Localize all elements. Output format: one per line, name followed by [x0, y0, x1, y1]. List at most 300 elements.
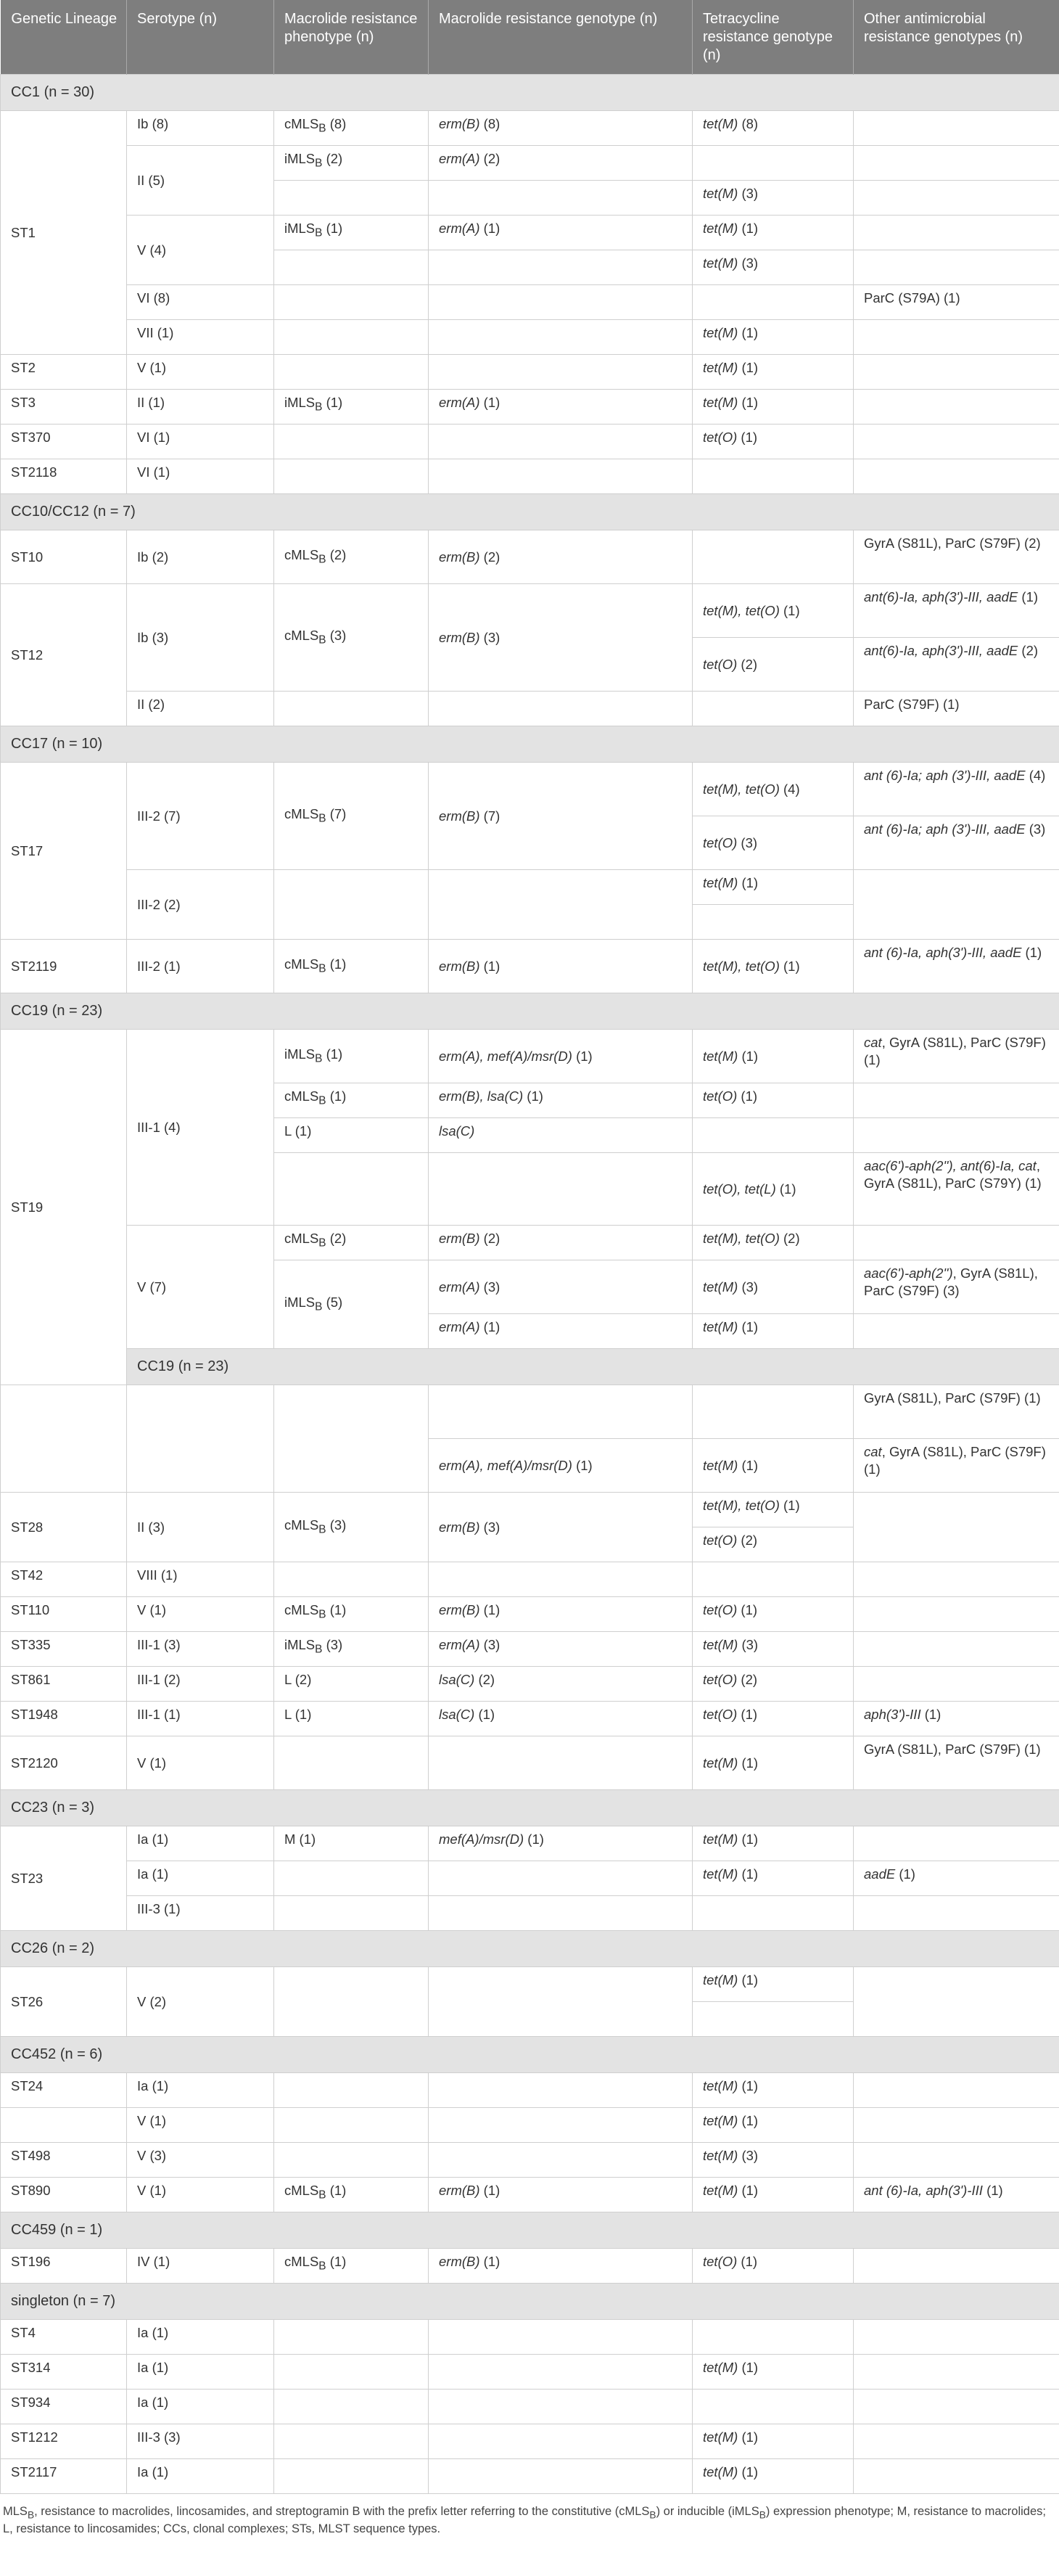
macrolide-genotype-cell	[429, 1895, 693, 1930]
count-text: (1)	[737, 1706, 758, 1722]
count-text: (1)	[326, 2253, 347, 2269]
count-text: (1)	[523, 1088, 543, 1104]
table-row	[1, 2319, 1059, 2354]
other-genotype-cell: ParC (S79A) (1)	[854, 284, 1059, 319]
gene-text: tet(M)	[703, 255, 738, 271]
count-text: (3)	[738, 1279, 759, 1295]
tetracycline-genotype-cell	[693, 145, 854, 180]
gene-text: tet(M)	[703, 220, 738, 236]
count-text: (1)	[738, 394, 759, 410]
gene-text: ant(6)-Ia, aph(3')-III, aadE	[864, 588, 1018, 604]
table-row	[1, 1861, 1059, 1895]
other-genotype-cell	[854, 816, 1059, 869]
st-cell: ST26	[1, 1966, 127, 2036]
gene-text: tet(O)	[703, 1706, 738, 1722]
count-text: (1)	[322, 1046, 343, 1062]
phenotype-cell	[274, 1029, 429, 1083]
serotype-cell: Ia (1)	[127, 1826, 274, 1861]
serotype-cell: VI (1)	[127, 459, 274, 493]
count-text: (1)	[474, 1706, 495, 1722]
phenotype-cell	[274, 2248, 429, 2283]
tetracycline-genotype-cell	[693, 1596, 854, 1631]
macrolide-genotype-cell	[429, 145, 693, 180]
count-text: (2)	[479, 549, 500, 565]
tetracycline-genotype-cell	[693, 691, 854, 726]
tetracycline-genotype-cell	[693, 1826, 854, 1861]
macrolide-genotype-cell	[429, 2142, 693, 2177]
subscript: B	[318, 1094, 326, 1107]
phenotype-cell	[274, 2389, 429, 2424]
st-cell: ST861	[1, 1666, 127, 1701]
phenotype-text: iMLS	[284, 1636, 316, 1652]
gene-text: erm(B)	[439, 2182, 480, 2198]
count-text: (2)	[322, 150, 343, 166]
other-genotype-cell	[854, 637, 1059, 691]
serotype-cell: Ia (1)	[127, 2072, 274, 2107]
serotype-cell: V (1)	[127, 1596, 274, 1631]
group-row	[1, 2212, 1059, 2248]
other-genotype-cell	[854, 424, 1059, 459]
phenotype-cell	[274, 424, 429, 459]
phenotype-cell	[274, 583, 429, 691]
tetracycline-genotype-cell	[693, 762, 854, 816]
st-cell: ST4	[1, 2319, 127, 2354]
st-cell: ST110	[1, 1596, 127, 1631]
phenotype-cell	[274, 2142, 429, 2177]
other-genotype-cell	[854, 2177, 1059, 2212]
phenotype-text: cMLS	[284, 1088, 319, 1104]
group-label: CC452 (n = 6)	[1, 2036, 1059, 2072]
phenotype-cell: L (2)	[274, 1666, 429, 1701]
count-text: , GyrA (S81L), ParC (S79F) (3)	[864, 1265, 1038, 1298]
subscript: B	[759, 2509, 766, 2520]
table-row	[1, 459, 1059, 493]
serotype-cell	[127, 1385, 274, 1492]
phenotype-cell	[274, 1861, 429, 1895]
macrolide-genotype-cell	[429, 530, 693, 583]
phenotype-text: iMLS	[284, 1046, 316, 1062]
macrolide-genotype-cell	[429, 319, 693, 354]
macrolide-genotype-cell	[429, 1562, 693, 1596]
macrolide-genotype-cell	[429, 1260, 693, 1313]
serotype-cell: VIII (1)	[127, 1562, 274, 1596]
phenotype-cell: L (1)	[274, 1117, 429, 1152]
gene-text: erm(A)	[439, 220, 480, 236]
st-cell: ST1948	[1, 1701, 127, 1736]
header-phenotype: Macrolide resistance phenotype (n)	[274, 0, 429, 74]
other-genotype-cell	[854, 2142, 1059, 2177]
phenotype-text: cMLS	[284, 115, 319, 131]
serotype-cell: Ib (2)	[127, 530, 274, 583]
phenotype-text: cMLS	[284, 2182, 319, 2198]
table-header	[1, 0, 1059, 74]
phenotype-text: cMLS	[284, 1517, 319, 1533]
footnote-text: MLS	[3, 2504, 28, 2518]
count-text: (1)	[326, 1088, 347, 1104]
gene-text: tet(M)	[703, 1048, 738, 1064]
other-genotype-cell	[854, 1826, 1059, 1861]
macrolide-genotype-cell	[429, 1596, 693, 1631]
count-text: (1)	[326, 1601, 347, 1617]
gene-text: tet(O)	[703, 1671, 738, 1687]
group-label: CC459 (n = 1)	[1, 2212, 1059, 2248]
phenotype-cell	[274, 2072, 429, 2107]
macrolide-genotype-cell	[429, 110, 693, 145]
gene-text: cat	[864, 1443, 882, 1459]
table-row	[1, 319, 1059, 354]
gene-text: erm(B)	[439, 1519, 480, 1535]
serotype-cell: III-3 (1)	[127, 1895, 274, 1930]
phenotype-cell	[274, 2458, 429, 2493]
group-label: CC17 (n = 10)	[1, 726, 1059, 762]
macrolide-genotype-cell	[429, 1861, 693, 1895]
phenotype-text: iMLS	[284, 150, 316, 166]
serotype-cell: Ib (8)	[127, 110, 274, 145]
count-text: (1)	[738, 1457, 759, 1473]
st-cell: ST196	[1, 2248, 127, 2283]
phenotype-cell	[274, 2354, 429, 2389]
gene-text: lsa(C)	[439, 1706, 475, 1722]
macrolide-genotype-cell	[429, 1666, 693, 1701]
st-cell: ST934	[1, 2389, 127, 2424]
macrolide-genotype-cell	[429, 2107, 693, 2142]
count-text: (3)	[326, 628, 347, 644]
gene-text: tet(M), tet(O)	[703, 1497, 780, 1513]
gene-text: erm(B)	[439, 549, 480, 565]
count-text: (1)	[737, 429, 758, 445]
phenotype-cell	[274, 250, 429, 284]
macrolide-genotype-cell	[429, 583, 693, 691]
serotype-cell: IV (1)	[127, 2248, 274, 2283]
macrolide-genotype-cell	[429, 1313, 693, 1348]
count-text: (2)	[737, 656, 758, 672]
serotype-cell: Ib (3)	[127, 583, 274, 691]
count-text: (3)	[1025, 821, 1046, 837]
count-text: (3)	[479, 1279, 500, 1295]
other-genotype-cell	[854, 1895, 1059, 1930]
subscript: B	[315, 1300, 323, 1313]
count-text: (1)	[322, 394, 343, 410]
other-genotype-cell	[854, 250, 1059, 284]
st-cell: ST498	[1, 2142, 127, 2177]
serotype-cell: VII (1)	[127, 319, 274, 354]
gene-text: ant(6)-Ia, aph(3')-III, aadE	[864, 642, 1018, 658]
macrolide-genotype-cell	[429, 2389, 693, 2424]
subscript: B	[315, 1052, 323, 1065]
gene-text: tet(M)	[703, 1831, 738, 1847]
st-cell: ST3	[1, 389, 127, 424]
phenotype-cell: M (1)	[274, 1826, 429, 1861]
table-row	[1, 1666, 1059, 1701]
table-row	[1, 1029, 1059, 1083]
other-genotype-cell	[854, 110, 1059, 145]
macrolide-genotype-cell	[429, 2248, 693, 2283]
count-text: (3)	[479, 1519, 500, 1535]
other-genotype-cell	[854, 2458, 1059, 2493]
count-text: (1)	[479, 958, 500, 974]
other-genotype-cell	[854, 1225, 1059, 1260]
st-cell: ST23	[1, 1826, 127, 1930]
tetracycline-genotype-cell	[693, 1527, 854, 1562]
macrolide-genotype-cell	[429, 1438, 693, 1492]
gene-text: erm(A)	[439, 1636, 480, 1652]
tetracycline-genotype-cell	[693, 1385, 854, 1438]
phenotype-cell	[274, 2424, 429, 2458]
gene-text: tet(M), tet(O)	[703, 1230, 780, 1246]
other-genotype-cell	[854, 1438, 1059, 1492]
st-cell	[1, 2107, 127, 2142]
table-row	[1, 1701, 1059, 1736]
serotype-cell: VI (8)	[127, 284, 274, 319]
serotype-cell: III-1 (2)	[127, 1666, 274, 1701]
other-genotype-cell	[854, 1313, 1059, 1348]
tetracycline-genotype-cell	[693, 1438, 854, 1492]
count-text: (1)	[737, 2253, 758, 2269]
phenotype-cell	[274, 691, 429, 726]
subscript: B	[318, 122, 326, 135]
gene-text: tet(M)	[703, 2077, 738, 2093]
gene-text: tet(O)	[703, 1532, 738, 1548]
serotype-cell: II (3)	[127, 1492, 274, 1562]
gene-text: tet(O)	[703, 429, 738, 445]
table-row	[1, 762, 1059, 816]
table-row	[1, 215, 1059, 250]
tetracycline-genotype-cell	[693, 2072, 854, 2107]
count-text: (1)	[479, 1601, 500, 1617]
gene-text: tet(M)	[703, 1636, 738, 1652]
st-cell: ST2119	[1, 939, 127, 993]
serotype-cell: II (2)	[127, 691, 274, 726]
count-text: (1)	[738, 2112, 759, 2128]
gene-text: erm(B)	[439, 1230, 480, 1246]
other-genotype-cell	[854, 389, 1059, 424]
count-text: (1)	[920, 1706, 941, 1722]
macrolide-genotype-cell	[429, 1117, 693, 1152]
macrolide-genotype-cell	[429, 459, 693, 493]
gene-text: erm(A)	[439, 1279, 480, 1295]
other-genotype-cell: GyrA (S81L), ParC (S79F) (2)	[854, 530, 1059, 583]
serotype-cell: III-2 (2)	[127, 869, 274, 939]
count-text: (1)	[779, 1497, 800, 1513]
table-row	[1, 2072, 1059, 2107]
tetracycline-genotype-cell	[693, 939, 854, 993]
st-cell: ST10	[1, 530, 127, 583]
gene-text: tet(O)	[703, 2253, 738, 2269]
subscript: B	[315, 1643, 323, 1656]
phenotype-cell	[274, 1631, 429, 1666]
count-text: (1)	[738, 324, 759, 340]
count-text: (7)	[326, 806, 347, 822]
count-text: (1)	[738, 1048, 759, 1064]
gene-text: erm(A), mef(A)/msr(D)	[439, 1048, 572, 1064]
gene-text: tet(M)	[703, 359, 738, 375]
tetracycline-genotype-cell	[693, 110, 854, 145]
other-genotype-cell	[854, 2354, 1059, 2389]
st-cell: ST890	[1, 2177, 127, 2212]
macrolide-genotype-cell	[429, 1029, 693, 1083]
phenotype-cell	[274, 145, 429, 180]
count-text: (3)	[738, 2147, 759, 2163]
gene-text: tet(M)	[703, 1318, 738, 1334]
gene-text: cat	[864, 1034, 882, 1050]
tetracycline-genotype-cell	[693, 2389, 854, 2424]
count-text: (3)	[738, 185, 759, 201]
gene-text: erm(B)	[439, 958, 480, 974]
other-genotype-cell	[854, 2072, 1059, 2107]
phenotype-cell	[274, 530, 429, 583]
tetracycline-genotype-cell	[693, 1736, 854, 1789]
st-cell: ST2118	[1, 459, 127, 493]
gene-text: tet(M)	[703, 2147, 738, 2163]
st-cell: ST370	[1, 424, 127, 459]
phenotype-text: iMLS	[284, 394, 316, 410]
macrolide-genotype-cell	[429, 1631, 693, 1666]
macrolide-genotype-cell	[429, 1225, 693, 1260]
phenotype-text: cMLS	[284, 956, 319, 972]
tetracycline-genotype-cell	[693, 1861, 854, 1895]
count-text: (2)	[1018, 642, 1039, 658]
count-text: (2)	[474, 1671, 495, 1687]
macrolide-genotype-cell	[429, 1152, 693, 1225]
count-text: (1)	[479, 220, 500, 236]
phenotype-text: cMLS	[284, 1601, 319, 1617]
gene-text: tet(M)	[703, 874, 738, 890]
phenotype-cell	[274, 215, 429, 250]
table-row	[1, 2354, 1059, 2389]
gene-text: erm(A), mef(A)/msr(D)	[439, 1457, 572, 1473]
other-genotype-cell	[854, 1596, 1059, 1631]
count-text: (1)	[738, 1755, 759, 1771]
serotype-cell: II (1)	[127, 389, 274, 424]
count-text: (8)	[479, 115, 500, 131]
table-row	[1, 939, 1059, 993]
gene-text: erm(B)	[439, 629, 480, 645]
count-text: (1)	[738, 2077, 759, 2093]
macrolide-genotype-cell	[429, 250, 693, 284]
gene-text: aadE	[864, 1866, 896, 1882]
serotype-cell: Ia (1)	[127, 1861, 274, 1895]
gene-text: tet(M)	[703, 1457, 738, 1473]
phenotype-cell	[274, 1492, 429, 1562]
tetracycline-genotype-cell	[693, 1117, 854, 1152]
gene-text: ant (6)-Ia; aph (3')-III, aadE	[864, 821, 1026, 837]
table-row	[1, 284, 1059, 319]
group-label: CC23 (n = 3)	[1, 1789, 1059, 1826]
other-genotype-cell: GyrA (S81L), ParC (S79F) (1)	[854, 1385, 1059, 1438]
subscript: B	[315, 157, 323, 170]
count-text: (1)	[572, 1457, 593, 1473]
gene-text: tet(O)	[703, 834, 738, 850]
header-serotype: Serotype (n)	[127, 0, 274, 74]
phenotype-text: cMLS	[284, 806, 319, 822]
count-text: (1)	[572, 1048, 593, 1064]
count-text: (1)	[326, 956, 347, 972]
subscript: B	[27, 2509, 35, 2520]
count-text: (1)	[775, 1181, 796, 1197]
count-text: (1)	[479, 1318, 500, 1334]
phenotype-cell	[274, 2177, 429, 2212]
macrolide-genotype-cell	[429, 2319, 693, 2354]
tetracycline-genotype-cell	[693, 637, 854, 691]
count-text: (8)	[738, 115, 759, 131]
macrolide-genotype-cell	[429, 1826, 693, 1861]
tetracycline-genotype-cell	[693, 2424, 854, 2458]
tetracycline-genotype-cell	[693, 1666, 854, 1701]
table-row	[1, 2424, 1059, 2458]
table-row	[1, 2107, 1059, 2142]
other-genotype-cell	[854, 1083, 1059, 1117]
header-macrolide-genotype: Macrolide resistance genotype (n)	[429, 0, 693, 74]
count-text: (1)	[738, 2429, 759, 2445]
phenotype-cell	[274, 2107, 429, 2142]
serotype-cell: VI (1)	[127, 424, 274, 459]
gene-text: tet(M)	[703, 1866, 738, 1882]
phenotype-text: iMLS	[284, 1295, 316, 1310]
count-text: , GyrA (S81L), ParC (S79F) (1)	[864, 1034, 1046, 1067]
phenotype-cell	[274, 1083, 429, 1117]
other-genotype-cell	[854, 1861, 1059, 1895]
phenotype-cell	[274, 1596, 429, 1631]
gene-text: tet(M), tet(O)	[703, 781, 780, 797]
subscript: B	[318, 2260, 326, 2273]
tetracycline-genotype-cell	[693, 2142, 854, 2177]
table-row	[1, 583, 1059, 637]
other-genotype-cell	[854, 459, 1059, 493]
header-other-genotypes: Other antimicrobial resistance genotypes (n)	[854, 0, 1059, 74]
count-text: (3)	[738, 1636, 759, 1652]
count-text: (3)	[322, 1636, 343, 1652]
other-genotype-cell	[854, 2319, 1059, 2354]
serotype-cell: III-1 (3)	[127, 1631, 274, 1666]
subscript: B	[318, 1608, 326, 1621]
gene-text: tet(M)	[703, 2429, 738, 2445]
gene-text: tet(M)	[703, 1972, 738, 1988]
serotype-cell: Ia (1)	[127, 2354, 274, 2389]
st-cell: ST2	[1, 354, 127, 389]
macrolide-genotype-cell	[429, 2072, 693, 2107]
table-row	[1, 389, 1059, 424]
group-row	[1, 74, 1059, 110]
st-cell: ST19	[1, 1029, 127, 1385]
count-text: (2)	[479, 1230, 500, 1246]
gene-text: aph(3')-III	[864, 1706, 921, 1722]
table-row	[1, 1596, 1059, 1631]
gene-text: tet(M)	[703, 324, 738, 340]
count-text: (8)	[326, 115, 347, 131]
group-row	[1, 2283, 1059, 2319]
gene-text: tet(O)	[703, 656, 738, 672]
macrolide-genotype-cell	[429, 1492, 693, 1562]
count-text: (1)	[737, 1088, 758, 1104]
count-text: (1)	[738, 1866, 759, 1882]
phenotype-text: iMLS	[284, 220, 316, 236]
tetracycline-genotype-cell	[693, 319, 854, 354]
macrolide-genotype-cell	[429, 284, 693, 319]
macrolide-genotype-cell	[429, 691, 693, 726]
gene-text: ant (6)-Ia; aph (3')-III, aadE	[864, 767, 1026, 783]
tetracycline-genotype-cell	[693, 2107, 854, 2142]
st-cell: ST42	[1, 1562, 127, 1596]
gene-text: tet(M)	[703, 1279, 738, 1295]
serotype-cell: III-2 (7)	[127, 762, 274, 869]
other-genotype-cell	[854, 1492, 1059, 1562]
gene-text: tet(M), tet(O)	[703, 602, 780, 618]
tetracycline-genotype-cell	[693, 2354, 854, 2389]
tetracycline-genotype-cell	[693, 1631, 854, 1666]
table-row	[1, 1966, 1059, 2001]
macrolide-genotype-cell	[429, 2424, 693, 2458]
other-genotype-cell: ParC (S79F) (1)	[854, 691, 1059, 726]
